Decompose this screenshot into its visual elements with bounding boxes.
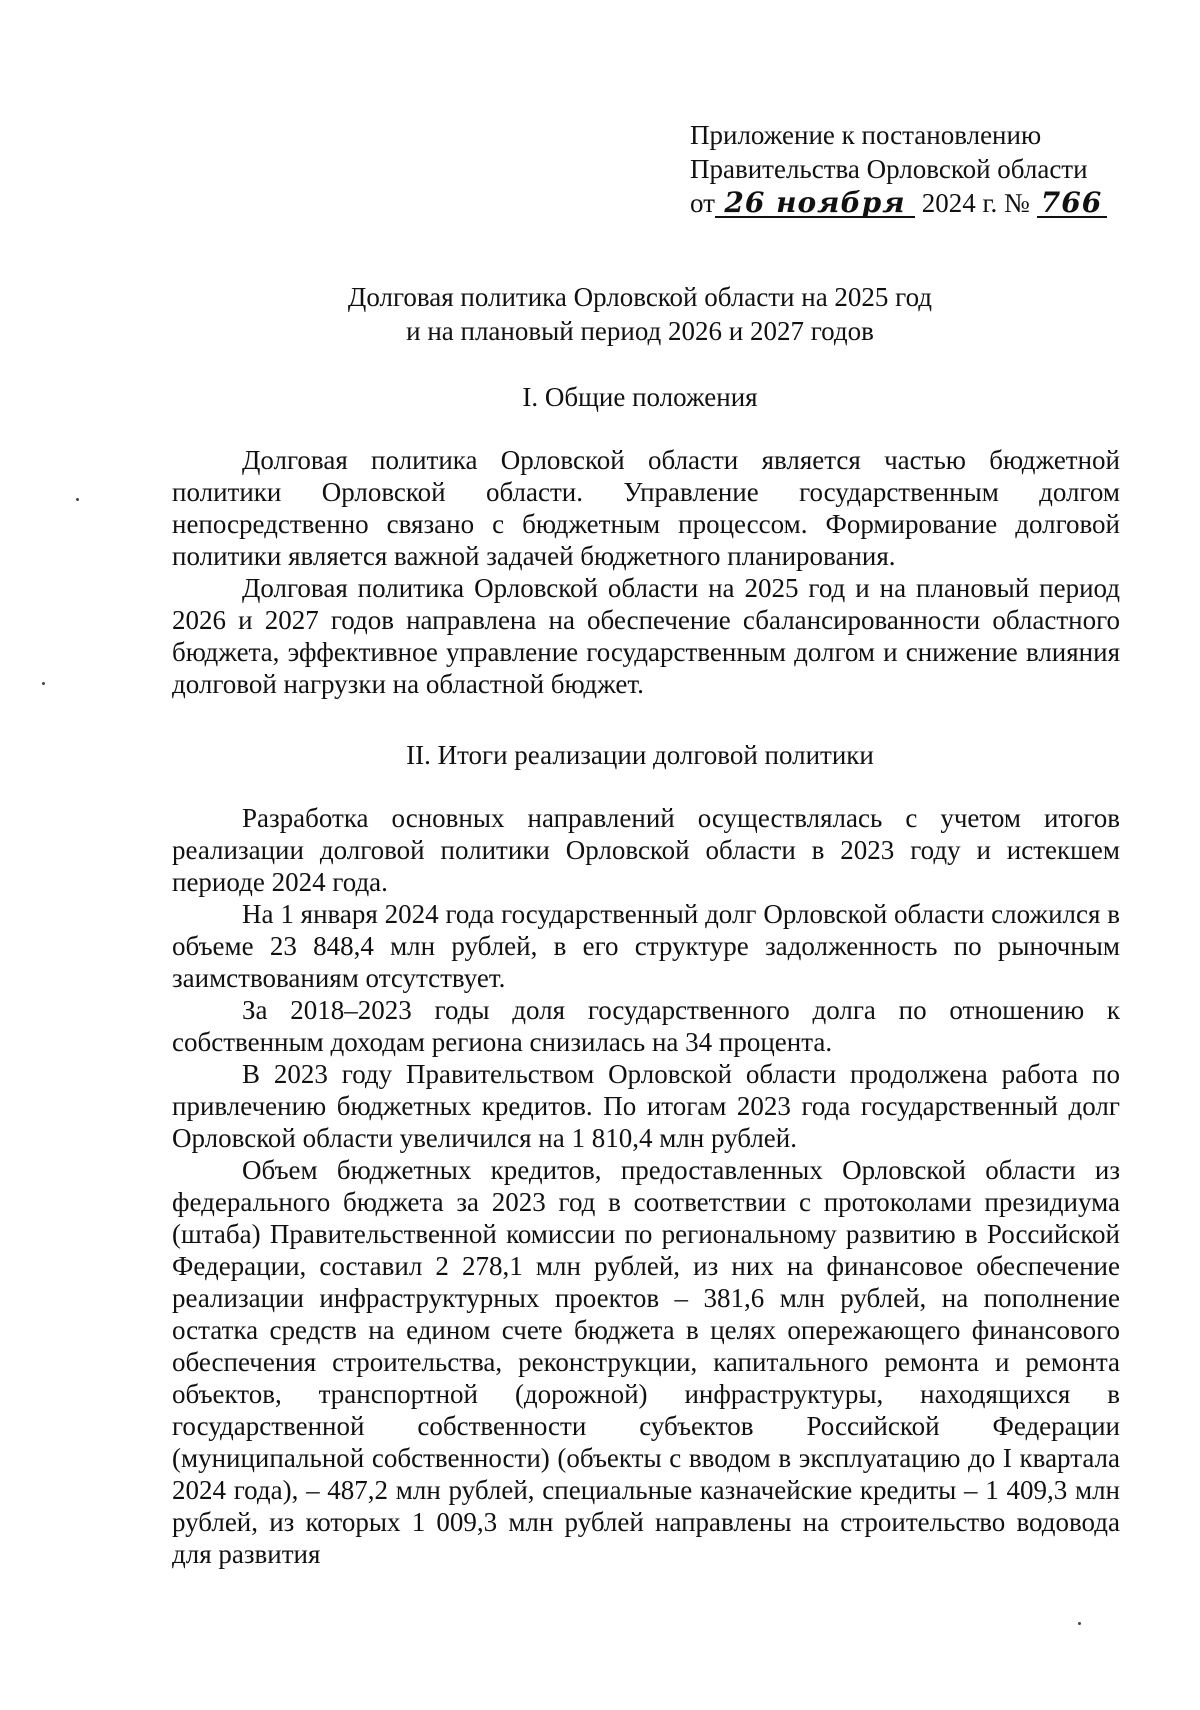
- appendix-year: 2024 г. №: [921, 188, 1030, 218]
- section-2-body: [172, 802, 1120, 1570]
- document-title: [160, 280, 1120, 348]
- paragraph: Долговая политика Орловской области на 2025 год и на плановый период 2026 и 2027 годов направлена на обеспечение сбалансированности областного бюджета, эффективное управление государственным долгом и снижение влияния долговой нагрузки на областной бюджет.: [172, 573, 1120, 699]
- appendix-block: [690, 118, 1120, 220]
- paragraph: На 1 января 2024 года государственный долг Орловской области сложился в объеме 23 848,4 млн рублей, в его структуре задолженность по рыночным заимствованиям отсутствует.: [172, 899, 1120, 993]
- paragraph: Разработка основных направлений осуществлялась с учетом итогов реализации долговой политики Орловской области в 2023 году и истекшем периоде 2024 года.: [172, 803, 1120, 897]
- appendix-line-2: Правительства Орловской области: [690, 154, 1088, 184]
- title-line-1: Долговая политика Орловской области на 2025 год: [347, 282, 933, 312]
- title-line-2: и на плановый период 2026 и 2027 годов: [406, 316, 874, 346]
- section-1-body: [172, 444, 1120, 700]
- paragraph: В 2023 году Правительством Орловской области продолжена работа по привлечению бюджетных кредитов. По итогам 2023 года государственный долг Орловской области увеличился на 1 810,4 млн рублей.: [172, 1059, 1120, 1153]
- appendix-line-1: Приложение к постановлению: [690, 120, 1042, 150]
- appendix-prefix: от: [690, 188, 715, 218]
- handwritten-date: 26 ноября: [715, 190, 915, 218]
- section-1-heading: I. Общие положения: [522, 382, 758, 412]
- section-2-heading: II. Итоги реализации долговой политики: [406, 740, 874, 770]
- appendix-date-line: [690, 186, 1120, 220]
- scan-speck: [76, 498, 79, 501]
- scan-speck: [42, 682, 45, 685]
- paragraph: Объем бюджетных кредитов, предоставленных Орловской области из федерального бюджета за 2023 год в соответствии с протоколами президиума (штаба) Правительственной комиссии по региональному развитию в Российской Федерации, составил 2 278,1 млн рублей, из них на финансовое обеспечение реализации инфраструктурных проектов – 381,6 млн рублей, на пополнение остатка средств на едином счете бюджета в целях опережающего финансового обеспечения строительства, реконструкции, капитального ремонта и ремонта объектов, транспортной (дорожной) инфраструктуры, находящихся в государственной собственности субъектов Российской Федерации (муниципальной собственности) (объекты с вводом в эксплуатацию до I квартала 2024 года), – 487,2 млн рублей, специальные казначейские кредиты – 1 409,3 млн рублей, из которых 1 009,3 млн рублей направлены на строительство водовода для развития: [172, 1155, 1120, 1569]
- paragraph: За 2018–2023 годы доля государственного долга по отношению к собственным доходам региона снизилась на 34 процента.: [172, 995, 1120, 1057]
- scan-speck: [1078, 1622, 1081, 1625]
- handwritten-number: 766: [1037, 190, 1107, 218]
- paragraph: Долговая политика Орловской области является частью бюджетной политики Орловской области. Управление государственным долгом непосредственно связано с бюджетным процессом. Формирование долговой политики является важной задачей бюджетного планирования.: [172, 445, 1120, 571]
